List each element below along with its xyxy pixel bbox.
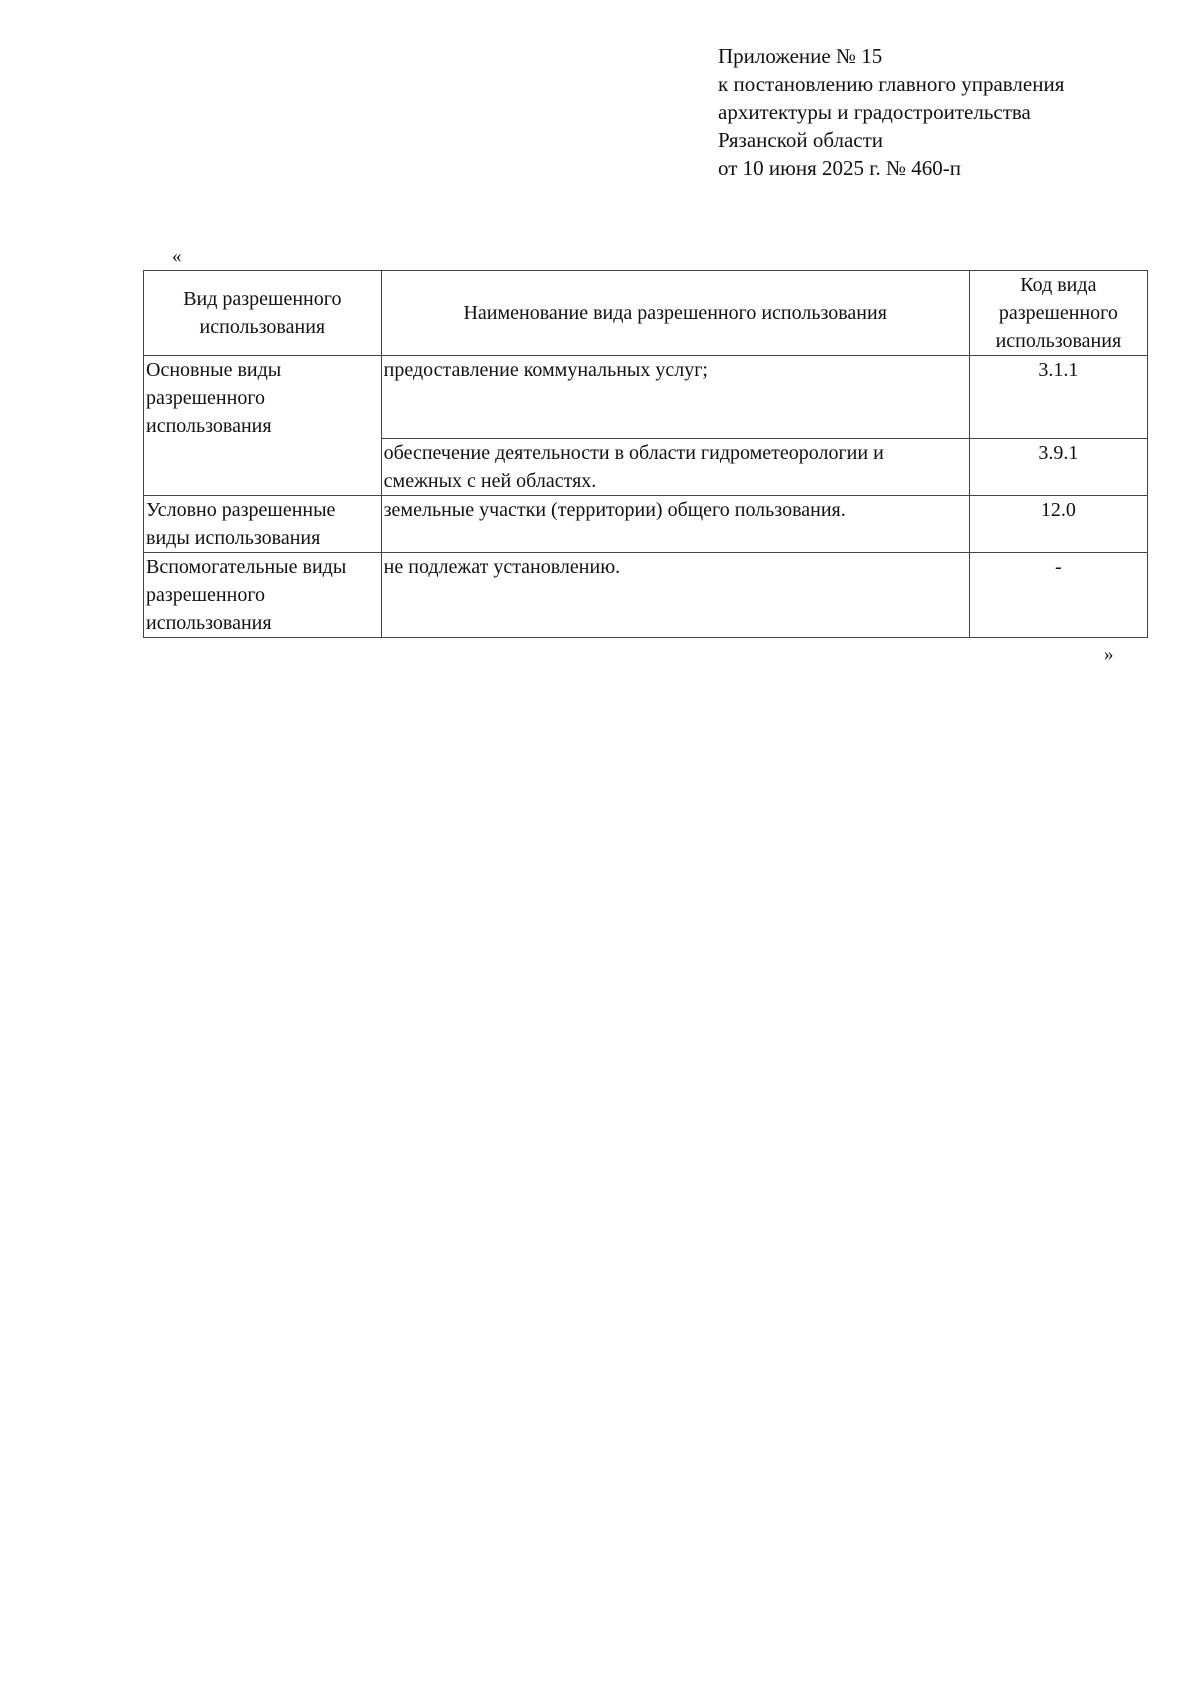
table-row (144, 356, 1148, 439)
usage-name: обеспечение деятельности в области гидрометеорологии и смежных с ней областях. (381, 439, 969, 496)
table-row (144, 553, 1148, 638)
group-kind-auxiliary: Вспомогательные виды разрешенного использования (144, 553, 382, 638)
usage-code: 3.1.1 (969, 356, 1147, 439)
header-line-decree: к постановлению главного управления (718, 72, 1065, 96)
opening-quote: « (172, 246, 182, 267)
group-kind-conditional: Условно разрешенные виды использования (144, 496, 382, 553)
group-kind-main: Основные виды разрешенного использования (144, 356, 382, 496)
usage-code: 12.0 (969, 496, 1147, 553)
header-kind: Вид разрешенного использования (144, 271, 382, 356)
usage-name: не подлежат установлению. (381, 553, 969, 638)
header-line-date: от 10 июня 2025 г. № 460-п (718, 156, 961, 180)
document-header (718, 42, 1064, 182)
usage-name: предоставление коммунальных услуг; (381, 356, 969, 439)
closing-quote: » (1104, 644, 1114, 665)
table-row (144, 496, 1148, 553)
land-use-table (143, 270, 1148, 638)
usage-name: земельные участки (территории) общего пользования. (381, 496, 969, 553)
header-line-region: Рязанской области (718, 128, 884, 152)
header-name: Наименование вида разрешенного использования (381, 271, 969, 356)
table-header-row (144, 271, 1148, 356)
header-line-authority: архитектуры и градостроительства (718, 100, 1031, 124)
usage-code: 3.9.1 (969, 439, 1147, 496)
usage-code: - (969, 553, 1147, 638)
header-appendix-number: Приложение № 15 (718, 44, 883, 68)
header-code: Код вида разрешенного использования (969, 271, 1147, 356)
